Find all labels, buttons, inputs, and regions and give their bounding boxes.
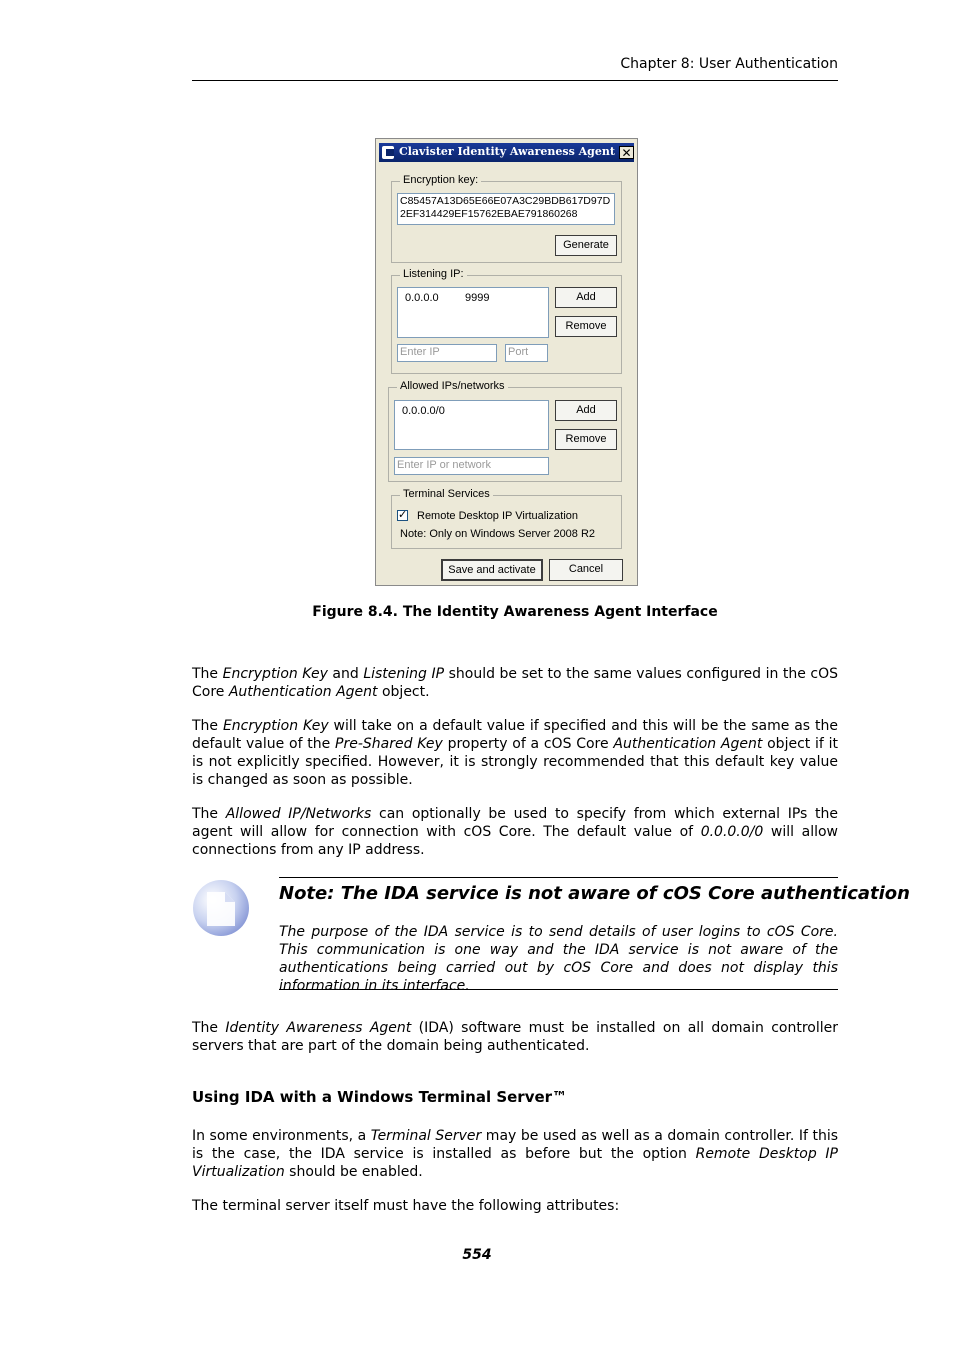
note-title: Note: The IDA service is not aware of cOS Core authentication xyxy=(279,883,910,904)
ida-dialog xyxy=(375,138,638,586)
chapter-title: Chapter 8: User Authentication xyxy=(620,56,838,72)
save-activate-button[interactable]: Save and activate xyxy=(441,559,543,581)
note-body: The purpose of the IDA service is to send details of user logins to cOS Core. This communication is one way and the IDA service is not aware of the authentications being carried out by cOS Core and does not display this information in its interface. xyxy=(279,924,838,994)
rdp-virtualization-checkbox[interactable]: ✓ xyxy=(398,509,408,521)
listening-add-button[interactable]: Add xyxy=(555,287,617,308)
listening-remove-button[interactable]: Remove xyxy=(555,316,617,337)
cancel-button[interactable]: Cancel xyxy=(549,559,623,581)
paragraph-4: The Identity Awareness Agent (IDA) software must be installed on all domain controller servers that are part of the domain being authenticated. xyxy=(192,1020,839,1054)
section-heading: Using IDA with a Windows Terminal Server™ xyxy=(192,1088,568,1106)
terminal-services-group xyxy=(391,488,622,549)
rdp-virtualization-label: Remote Desktop IP Virtualization xyxy=(417,510,579,522)
listening-ip-entry-port: 9999 xyxy=(465,292,490,304)
listening-ip-list[interactable] xyxy=(397,287,549,338)
paragraph-1: The Encryption Key and Listening IP should be set to the same values configured in the cOS Core Authentication Agent object. xyxy=(192,666,838,700)
figure-caption: Figure 8.4. The Identity Awareness Agent Interface xyxy=(312,604,718,620)
paragraph-2: The Encryption Key will take on a default value if specified and this will be the same as the default value of the Pre-Shared Key property of a cOS Core Authentication Agent object if it is not explicitly specified. However, it is strongly recommended that this default key value is changed as soon as possible. xyxy=(192,718,838,788)
enter-ip-network-input[interactable]: Enter IP or network xyxy=(394,457,549,475)
allowed-ips-legend: Allowed IPs/networks xyxy=(397,380,508,392)
encryption-key-legend: Encryption key: xyxy=(400,174,481,186)
paragraph-3: The Allowed IP/Networks can optionally be used to specify from which external IPs the agent will allow for connection with cOS Core. The default value of 0.0.0.0/0 will allow connections from any IP address. xyxy=(192,806,838,858)
allowed-add-button[interactable]: Add xyxy=(555,400,617,421)
note-bottom-rule xyxy=(279,989,838,990)
note-icon xyxy=(191,878,251,938)
terminal-services-legend: Terminal Services xyxy=(400,488,493,500)
listening-ip-legend: Listening IP: xyxy=(400,268,467,280)
clavister-logo-icon xyxy=(382,146,394,159)
generate-button[interactable]: Generate xyxy=(555,235,617,256)
terminal-services-note: Note: Only on Windows Server 2008 R2 xyxy=(400,528,596,540)
encryption-key-field[interactable] xyxy=(397,193,615,225)
listening-ip-entry-ip: 0.0.0.0 xyxy=(405,292,439,304)
note-top-rule xyxy=(279,877,838,878)
dialog-title: Clavister Identity Awareness Agent xyxy=(399,145,615,158)
encryption-key-line1: C85457A13D65E66E07A3C29BDB617D97D xyxy=(400,195,611,207)
dialog-titlebar xyxy=(379,143,634,162)
allowed-ips-entry: 0.0.0.0/0 xyxy=(402,405,445,417)
enter-ip-input[interactable]: Enter IP xyxy=(397,344,497,362)
paragraph-6: The terminal server itself must have the following attributes: xyxy=(192,1198,620,1214)
port-input[interactable]: Port xyxy=(505,344,548,362)
close-button[interactable]: ✕ xyxy=(619,146,634,159)
allowed-ips-list[interactable] xyxy=(394,400,549,450)
encryption-key-line2: 2EF314429EF15762EBAE791860268 xyxy=(400,208,578,220)
paragraph-5: In some environments, a Terminal Server may be used as well as a domain controller. If this is the case, the IDA service is installed as before but the option Remote Desktop IP Virtualization should be enabled. xyxy=(192,1128,838,1180)
page-header xyxy=(192,55,838,81)
page-number: 554 xyxy=(462,1247,492,1263)
allowed-remove-button[interactable]: Remove xyxy=(555,429,617,450)
